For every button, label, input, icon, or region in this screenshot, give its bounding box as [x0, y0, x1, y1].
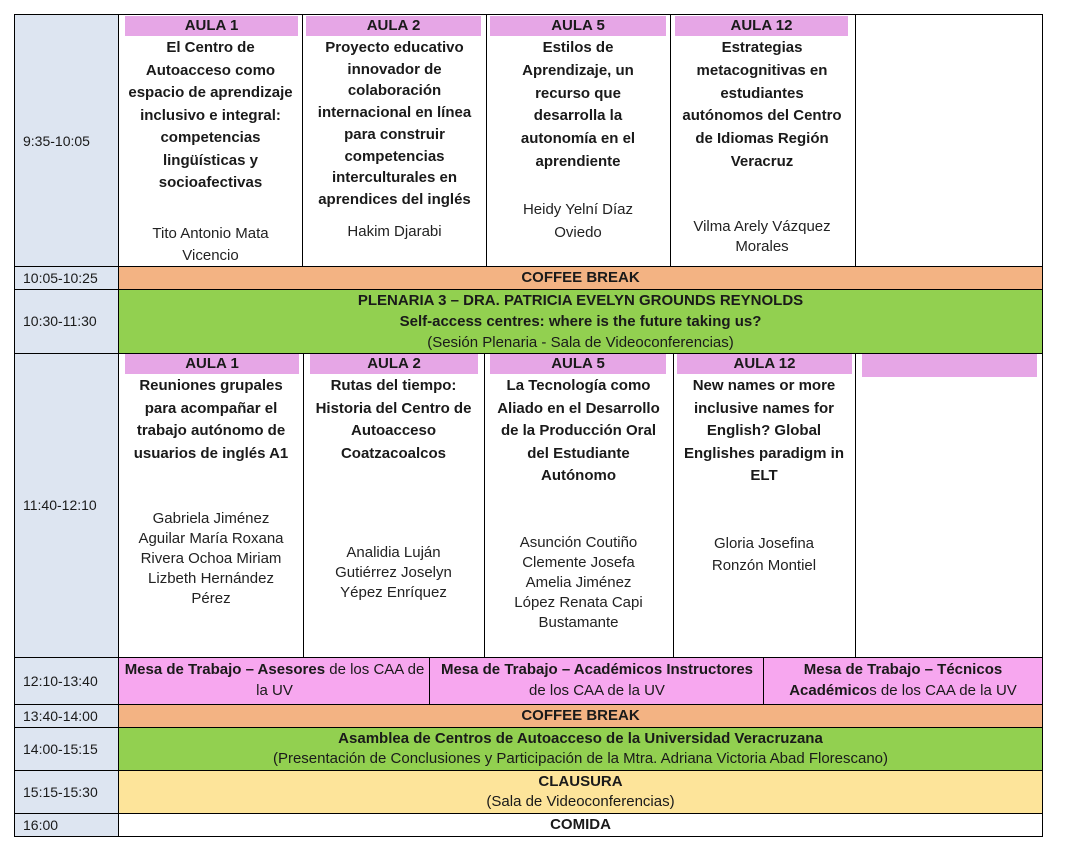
- clausura-title: CLAUSURA: [538, 772, 623, 790]
- comida-band: [119, 813, 1042, 836]
- time-cell: [15, 727, 119, 770]
- grid-line: [14, 770, 1043, 771]
- session-cell: [486, 15, 670, 266]
- plenary-subtitle: Self-access centres: where is the future taking us?: [399, 312, 762, 330]
- grid-line: [486, 14, 487, 266]
- asamblea-band: [119, 727, 1042, 770]
- grid-line: [14, 704, 1043, 705]
- grid-line: [484, 353, 485, 657]
- coffee-break-label: COFFEE BREAK: [521, 707, 640, 724]
- mesa-suffix: s de los CAA de la UV: [869, 682, 1017, 699]
- mesa-title: Mesa de Trabajo – Técnicos Académico: [789, 661, 1003, 699]
- clausura-subtitle: (Sala de Videoconferencias): [486, 792, 675, 810]
- mesa-item: [766, 659, 1040, 701]
- session-title: Proyecto educativo innovador de colaboración internacional en línea para construir competencias interculturales en aprendices del inglés: [317, 39, 472, 208]
- grid-line: [303, 353, 304, 657]
- session-title: Rutas del tiempo: Historia del Centro de Autoacceso Coatzacoalcos: [315, 377, 472, 462]
- room-label: AULA 5: [490, 354, 666, 374]
- session-author: Vilma Arely Vázquez Morales: [693, 218, 831, 255]
- grid-line: [118, 14, 119, 837]
- plenary-title: PLENARIA 3 – DRA. PATRICIA EVELYN GROUNDS REYNOLDS: [357, 291, 804, 309]
- room-label: AULA 1: [125, 16, 298, 36]
- grid-line: [14, 14, 15, 837]
- session-cell: [303, 353, 484, 657]
- grid-line: [14, 727, 1043, 728]
- time-label: 16:00: [23, 816, 59, 833]
- time-label: 12:10-13:40: [23, 672, 98, 689]
- time-cell: [15, 353, 119, 657]
- grid-line: [763, 657, 764, 704]
- time-cell: [15, 266, 119, 289]
- session-title: Estilos de Aprendizaje, un recurso que desarrolla la autonomía en el aprendiente: [520, 39, 636, 170]
- time-cell: [15, 289, 119, 353]
- time-label: 10:05-10:25: [23, 269, 98, 286]
- grid-line: [14, 836, 1043, 837]
- grid-line: [1042, 14, 1043, 837]
- session-cell: [119, 353, 303, 657]
- session-title: Reuniones grupales para acompañar el trabajo autónomo de usuarios de inglés A1: [133, 377, 289, 462]
- session-author: Heidy Yelní Díaz Oviedo: [522, 201, 634, 241]
- mesa-item: [432, 659, 762, 701]
- plenary-band: [119, 289, 1042, 353]
- grid-line: [855, 353, 856, 657]
- grid-line: [14, 14, 1043, 15]
- mesa-suffix: de los CAA de la UV: [256, 661, 425, 699]
- room-label: AULA 12: [675, 16, 848, 36]
- time-label: 11:40-12:10: [23, 497, 97, 513]
- session-author: Gloria Josefina Ronzón Montiel: [711, 535, 817, 574]
- time-label: 9:35-10:05: [23, 132, 90, 149]
- grid-line: [670, 14, 671, 266]
- asamblea-title: Asamblea de Centros de Autoacceso de la Universidad Veracruzana: [338, 729, 823, 747]
- session-title: New names or more inclusive names for English? Global Englishes paradigm in ELT: [683, 377, 845, 484]
- grid-line: [14, 657, 1043, 658]
- session-author: Asunción Coutiño Clemente Josefa Amelia Jiménez López Renata Capi Bustamante: [514, 534, 643, 631]
- session-author: Gabriela Jiménez Aguilar María Roxana Rivera Ochoa Miriam Lizbeth Hernández Pérez: [138, 510, 284, 607]
- time-label: 13:40-14:00: [23, 707, 98, 724]
- grid-line: [14, 813, 1043, 814]
- grid-line: [673, 353, 674, 657]
- mesa-title: Mesa de Trabajo – Asesores: [124, 661, 326, 678]
- grid-line: [14, 266, 1043, 267]
- comida-label: COMIDA: [550, 816, 611, 833]
- session-author: Hakim Djarabi: [347, 223, 442, 240]
- mesa-title: Mesa de Trabajo – Académicos Instructores: [440, 661, 754, 678]
- session-author: Tito Antonio Mata Vicencio: [152, 225, 269, 264]
- time-label: 10:30-11:30: [23, 313, 97, 329]
- time-cell: [15, 813, 119, 836]
- grid-line: [855, 14, 856, 266]
- session-cell: [670, 15, 855, 266]
- session-cell: [119, 15, 302, 266]
- room-label: AULA 1: [125, 354, 299, 374]
- session-title: El Centro de Autoacceso como espacio de aprendizaje inclusivo e integral: competencias lingüísticas y socioafectivas: [128, 39, 293, 191]
- time-cell: [15, 15, 119, 266]
- time-cell: [15, 770, 119, 813]
- coffee-break-label: COFFEE BREAK: [521, 269, 640, 286]
- mesa-item: [122, 659, 427, 701]
- time-label: 14:00-15:15: [23, 740, 98, 757]
- room-label: AULA 2: [310, 354, 478, 374]
- grid-line: [429, 657, 430, 704]
- session-title: La Tecnología como Aliado en el Desarrollo de la Producción Oral del Estudiante Autónomo: [497, 377, 660, 484]
- coffee-break-band: [119, 266, 1042, 289]
- room-label: AULA 12: [677, 354, 852, 374]
- clausura-band: [119, 770, 1042, 813]
- empty-room-label: [862, 354, 1037, 377]
- time-cell: [15, 704, 119, 727]
- session-cell: [673, 353, 855, 657]
- session-cell: [302, 15, 486, 266]
- session-cell: [484, 353, 673, 657]
- room-label: AULA 5: [490, 16, 666, 36]
- time-cell: [15, 657, 119, 704]
- grid-line: [302, 14, 303, 266]
- mesa-suffix: de los CAA de la UV: [529, 682, 665, 699]
- time-label: 15:15-15:30: [23, 783, 98, 800]
- grid-line: [14, 289, 1043, 290]
- grid-line: [14, 353, 1043, 354]
- plenary-venue: (Sesión Plenaria - Sala de Videoconferencias): [427, 333, 734, 351]
- session-author: Analidia Luján Gutiérrez Joselyn Yépez Enríquez: [335, 544, 452, 601]
- asamblea-subtitle: (Presentación de Conclusiones y Participación de la Mtra. Adriana Victoria Abad Florescano): [272, 749, 889, 767]
- room-label: AULA 2: [306, 16, 481, 36]
- session-title: Estrategias metacognitivas en estudiantes autónomos del Centro de Idiomas Región Veracruz: [682, 39, 842, 170]
- coffee-break-band: [119, 704, 1042, 727]
